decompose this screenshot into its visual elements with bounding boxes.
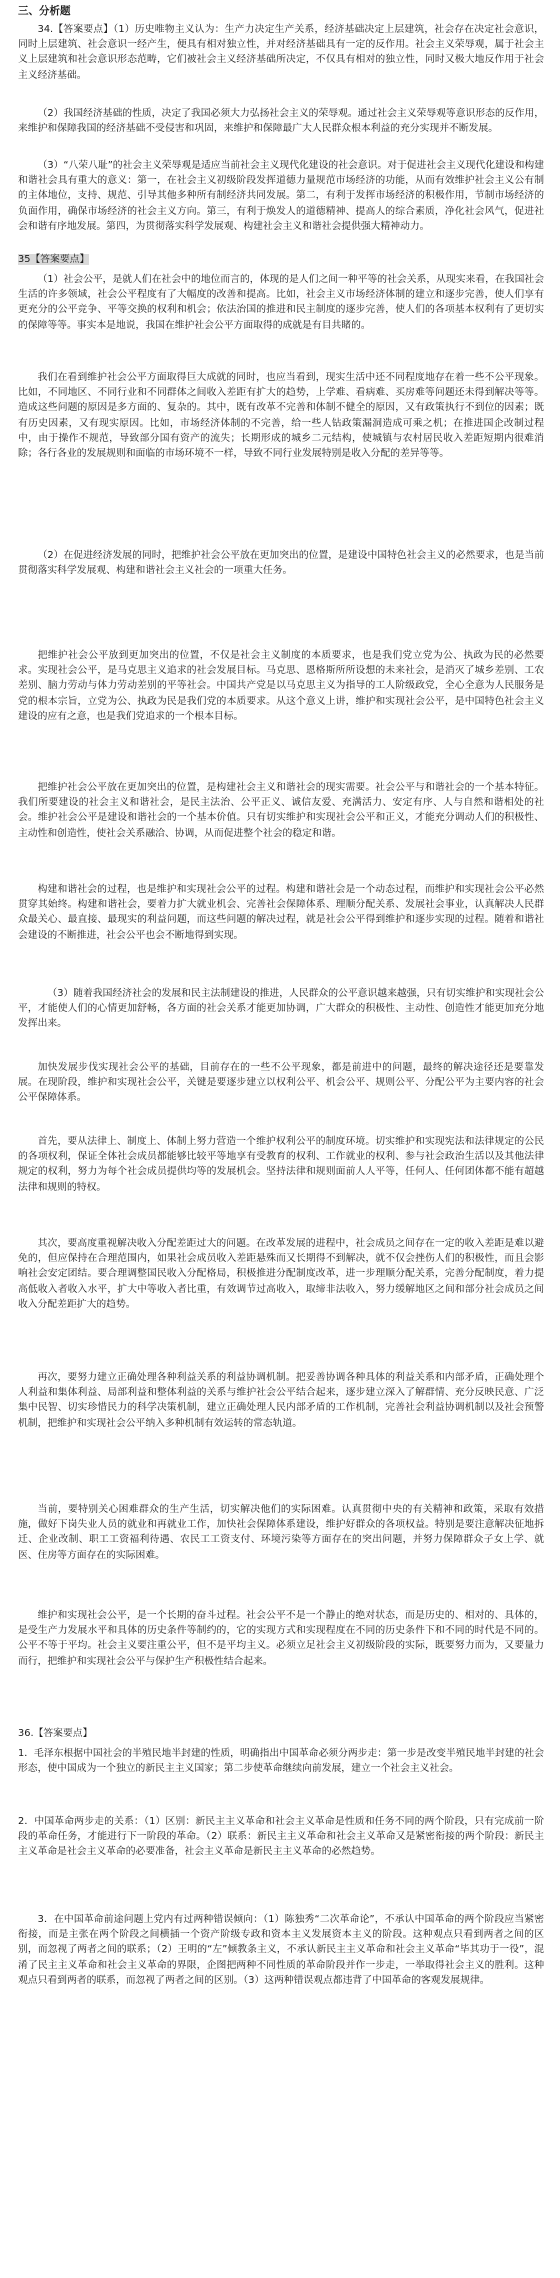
q35-point-1-continued: 我们在看到维护社会公平方面取得巨大成就的同时，也应当看到，现实生活中还不同程度地存在着一些不公平现象。比如，不同地区、不同行业和不同群体之间收入差距有扩大的趋势，上学难、看病难、买房难等问题还未得到解决等等。造成这些问题的原因是多方面的、复杂的。其中，既有改革不完善和体制不健全的原因，又有政策执行不到位的因素；既有历史因素，又有现实原因。比如，市场经济体制的不完善，给一些人钻政策漏洞造成可乘之机；在推进国企改制过程中，由于操作不规范，导致部分国有资产的流失；长期形成的城乡二元结构，使城镇与农村居民收入差距短期内很难消除；各行各业的发展规则和面临的市场环境不一样，导致不同行业发展特别是收入分配的差异等等。 <box>18 372 544 460</box>
q36-point-2: 2．中国革命两步走的关系：（1）区别：新民主主义革命和社会主义革命是性质和任务不同的两个阶段，只有完成前一阶段的革命任务，才能进行下一阶段的革命。（2）联系：新民主主义革命和社会主义革命又是紧密衔接的两个阶段：新民主主义革命是社会主义革命的必要准备，社会主义革命是新民主主义革命的必然趋势。 <box>18 1816 544 1858</box>
q34-answer-label: 34.【答案要点】 <box>37 24 114 35</box>
q35-paragraph-long-process: 维护和实现社会公平，是一个长期的奋斗过程。社会公平不是一个静止的绝对状态，而是历史的、相对的、具体的，是受生产力发展水平和具体的历史条件等制约的，它的实现方式和实现程度在不同的历史条件下和不同的时代是不同的。公平不等于平均。社会主义要注重公平，但不是平均主义。必须立足社会主义初级阶段的实际，既要努力而为，又要量力而行，把维护和实现社会公平与保护生产积极性结合起来。 <box>18 1610 544 1667</box>
section-title: 三、分析题 <box>18 5 71 17</box>
q35-paragraph-dynamic-process: 构建和谐社会的过程，也是维护和实现社会公平的过程。构建和谐社会是一个动态过程，而维护和实现社会公平必然贯穿其始终。构建和谐社会，要着力扩大就业机会、完善社会保障体系、理顺分配关系、发展社会事业，认真解决人民群众最关心、最直接、最现实的利益问题，而这些问题的解决过程，就是社会公平得到维护和逐步实现的过程。随着和谐社会建设的不断推进，社会公平也会不断地得到实现。 <box>18 884 544 941</box>
q35-point-3: （3）随着我国经济社会的发展和民主法制建设的推进，人民群众的公平意识越来越强，只有切实维护和实现社会公平，才能使人们的心情更加舒畅，各方面的社会关系才能更加协调，广大群众的积极性、主动性、创造性才能更加充分地发挥出来。 <box>18 988 544 1030</box>
q35-paragraph-first-measure: 首先，要从法律上、制度上、体制上努力营造一个维护权利公平的制度环境。切实维护和实现宪法和法律规定的公民的各项权利，保证全体社会成员都能够比较平等地享有受教育的权利、工作就业的权利、参与社会政治生活以及其他法律规定的权利，努力为每个社会成员提供均等的发展机会。坚持法律和规则面前人人平等，任何人、任何团体都不能有超越法律和规则的特权。 <box>18 1136 544 1193</box>
q35-answer-label: 35【答案要点】 <box>18 254 90 265</box>
q36-label: 36.【答案要点】 <box>18 1728 93 1739</box>
q36-point-3: 3．在中国革命前途问题上党内有过两种错误倾向：（1）陈独秀“二次革命论”，不承认中国革命的两个阶段应当紧密衔接，而是主张在两个阶段之间横插一个资产阶级专政和资本主义发展资本主义的阶段。这种观点只看到两者之间的区别，而忽视了两者之间的联系；（2）王明的“左”倾教条主义，不承认新民主主义革命和社会主义革命“毕其功于一役”，混淆了民主主义革命和社会主义革命的界限，企图把两种不同性质的革命阶段并作一步走，一举取得社会主义的胜利。这种观点只看到两者的联系，而忽视了两者之间的区别。（3）这两种错误观点都违背了中国革命的客观发展规律。 <box>18 1914 544 1986</box>
q35-paragraph-second-measure: 其次，要高度重视解决收入分配差距过大的问题。在改革发展的进程中，社会成员之间存在一定的收入差距是难以避免的，但应保持在合理范围内，如果社会成员收入差距悬殊而又长期得不到解决，就不仅会挫伤人们的积极性，而且会影响社会安定团结。要合理调整国民收入分配格局，积极推进分配制度改革，进一步理顺分配关系，完善分配制度，着力提高低收入者收入水平，扩大中等收入者比重，有效调节过高收入，取缔非法收入，努力缓解地区之间和部分社会成员之间收入分配差距扩大的趋势。 <box>18 1238 544 1310</box>
q34-point-2: （2）我国经济基础的性质，决定了我国必须大力弘扬社会主义的荣辱观。通过社会主义荣辱观等意识形态的反作用，来维护和保障我国的经济基础不受侵害和巩固，来维护和保障最广大人民群众根本利益的充分实现并不断发展。 <box>18 108 544 135</box>
q35-paragraph-third-measure: 再次，要努力建立正确处理各种利益关系的利益协调机制。把妥善协调各种具体的利益关系和内部矛盾，正确处理个人利益和集体利益、局部利益和整体利益的关系与维护社会公平结合起来，逐步建立深入了解群情、充分反映民意、广泛集中民智、切实珍惜民力的科学决策机制，建立正确处理人民内部矛盾的工作机制，完善社会利益协调机制以及社会预警机制，把维护和实现社会公平纳入多种机制有效运转的常态轨道。 <box>18 1372 544 1429</box>
q35-point-2: （2）在促进经济发展的同时，把维护社会公平放在更加突出的位置，是建设中国特色社会主义的必然要求，也是当前贯彻落实科学发展观、构建和谐社会主义社会的一项重大任务。 <box>18 550 544 577</box>
q34-point-3: （3）“八荣八耻”的社会主义荣辱观是适应当前社会主义现代化建设的社会意识。对于促进社会主义现代化建设和构建和谐社会具有重大的意义：第一，在社会主义初级阶段发挥道德力量规范市场经济的功能，从而有效维护社会主义公有制的主体地位，支持、规范、引导其他多种所有制经济共同发展。第二，有利于发挥市场经济的积极作用，节制市场经济的负面作用，确保市场经济的社会主义方向。第三，有利于焕发人的道德精神、提高人的综合素质，净化社会风气，促进社会和谐有序地发展。第四，为贯彻落实科学发展观、构建社会主义和谐社会提供强大精神动力。 <box>18 160 544 232</box>
q35-paragraph-public-fairness-goal: 把维护社会公平放到更加突出的位置，不仅是社会主义制度的本质要求，也是我们党立党为公、执政为民的必然要求。实现社会公平，是马克思主义追求的社会发展目标。马克思、恩格斯所所设想的未来社会，是消灭了城乡差别、工农差别、脑力劳动与体力劳动差别的平等社会。中国共产党是以马克思主义为指导的工人阶级政党，全心全意为人民服务是党的根本宗旨，立党为公、执政为民是我们党的本质要求。从这个意义上讲，维护和实现社会公平，是中国特色社会主义建设的应有之意，也是我们党追求的一个根本目标。 <box>18 650 544 722</box>
q35-paragraph-current-priorities: 当前，要特别关心困难群众的生产生活，切实解决他们的实际困难。认真贯彻中央的有关精神和政策，采取有效措施，做好下岗失业人员的就业和再就业工作，加快社会保障体系建设，维护好群众的各项权益。特别是要注意解决征地拆迁、企业改制、职工工资福利待遇、农民工工资支付、环境污染等方面存在的突出问题，并努力保障群众子女上学、就医、住房等方面存在的实际困难。 <box>18 1504 544 1561</box>
q35-label <box>18 252 544 267</box>
q36-point-1: 1．毛泽东根据中国社会的半殖民地半封建的性质，明确指出中国革命必须分两步走：第一步是改变半殖民地半封建的社会形态，使中国成为一个独立的新民主主义国家；第二步使革命继续向前发展，建立一个社会主义社会。 <box>18 1748 544 1775</box>
q34-point-1: （1）历史唯物主义认为：生产力决定生产关系，经济基础决定上层建筑，社会存在决定社会意识，同时上层建筑、社会意识一经产生，便具有相对独立性，并对经济基础具有一定的反作用。社会主义荣辱观，属于社会主义上层建筑和社会意识形态范畴，它们被社会主义经济基础所决定，不仅具有相对的独立性，同时又极大地反作用于社会主义经济基础。 <box>18 24 544 81</box>
q35-paragraph-development: 加快发展步伐实现社会公平的基础，目前存在的一些不公平现象，都是前进中的问题，最终的解决途径还是要靠发展。在现阶段，维护和实现社会公平，关键是要逐步建立以权利公平、机会公平、规则公平、分配公平为主要内容的社会公平保障体系。 <box>18 1062 544 1104</box>
q35-point-1: （1）社会公平，是就人们在社会中的地位而言的，体现的是人们之间一种平等的社会关系，从现实来看，在我国社会生活的许多领域，社会公平程度有了大幅度的改善和提高。比如，社会主义市场经济体制的建立和逐步完善，使人们享有更充分的公平竞争、平等交换的权利和机会；依法治国的推进和民主制度的逐步完善，使人们的各项基本权利有了更切实的保障等等。事实本是地说，我国在维护社会公平方面取得的成就是有目共睹的。 <box>18 274 544 331</box>
q34-paragraph-1 <box>18 22 544 98</box>
q35-paragraph-harmonious-society: 把维护社会公平放在更加突出的位置，是构建社会主义和谐社会的现实需要。社会公平与和谐社会的一个基本特征。我们所要建设的社会主义和谐社会，是民主法治、公平正义、诚信友爱、充满活力、安定有序、人与自然和谐相处的社会。维护社会公平是建设和谐社会的一个基本价值。只有切实维护和实现社会公平和正义，才能充分调动人们的积极性、主动性和创造性，使社会关系融洽、协调，从而促进整个社会的稳定和谐。 <box>18 782 544 839</box>
